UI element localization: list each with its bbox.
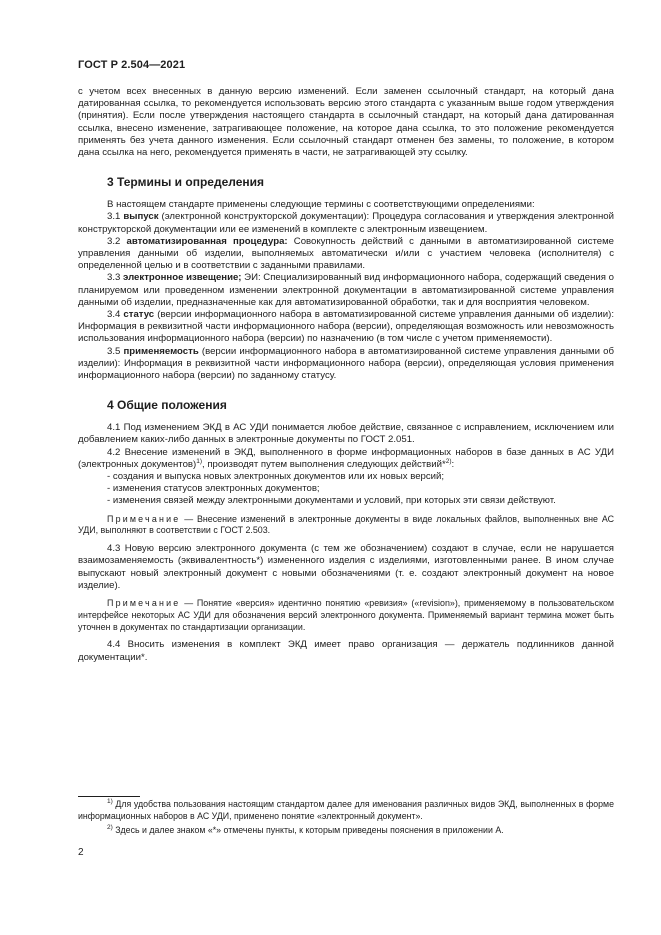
term-definition: (версии информационного набора в автоматизированной системе управления данными об изделии): Информация в реквизитной части информационного набора (версии), определяющая возможность или невозможность использования информационного набора (версии) по назначению (в том числе с учетом применяемости). [78,309,614,345]
term-number: 3.2 [107,235,121,247]
clause-4-3: 4.3 Новую версию электронного документа (с тем же обозначением) создают в случае, если не нарушается взаимозаменяемость (эквивалентность*) измененного изделия с изделиями, изготовленными ранее. В ином случае выпускают новый электронный документ с новыми обозначениями (т. е. создают электронный документ на новое изделие). [78,543,614,591]
clause-4-1: 4.1 Под изменением ЭКД в АС УДИ понимается любое действие, связанное с исправлением, исключением или добавлением каких-либо данных в электронные документы по ГОСТ 2.051. [78,422,614,446]
term-name: выпуск [123,211,159,223]
list-item: - изменения связей между электронными документами и условий, при которых эти связи действуют. [107,495,556,507]
list-item: - создания и выпуска новых электронных документов или их новых версий; [107,471,445,483]
term-definition: Совокупность действий с данными в автоматизированной системе управления данными об изделии, выполняемых автоматически и/или с участием человека (исполнителя) с определенной целью и в соответствии с заданными правилами. [78,235,614,272]
term-number: 3.3 [107,272,121,284]
footnote-mark: 1) [107,798,113,806]
term-definition: (электронной конструкторской документации): Процедура согласования и утверждения электронной конструкторской документации или ее изменений в комплекте с электронным извещением. [78,211,614,235]
note-text: — Внесение изменений в электронные документы в виде локальных файлов, выполненных вне АС УДИ, выполняют в соответствии с ГОСТ 2.503. [78,513,614,536]
clause-4-2-colon: : [451,458,455,470]
note-2 [78,598,614,633]
footnote-1 [78,799,614,822]
clause-4-2-text-cont: , производят путем выполнения следующих действий* [202,458,446,470]
footnote-divider [78,796,140,797]
term-3-5 [78,346,614,383]
term-definition: ЭИ: Специализированный вид информационного набора, содержащий сведения о планируемом или проведенном изменении электронной документации в автоматизированной системе управления данными об изделии, предназначенные как для автоматизированной обработки, так и для восприятия человеком. [78,272,614,308]
section-3-lead: В настоящем стандарте применены следующие термины с соответствующими определениями: [107,199,535,211]
page-number: 2 [78,847,84,858]
clause-4-4: 4.4 Вносить изменения в комплект ЭКД имеет право организация — держатель подлинников данной документации*. [78,639,614,663]
footnote-2 [78,825,614,837]
term-number: 3.4 [107,309,121,321]
term-name: статус [123,309,155,321]
footnote-text: Здесь и далее знаком «*» отмечены пункты, к которым приведены пояснения в приложении А. [112,825,504,836]
section-3-title: 3 Термины и определения [107,175,265,190]
note-label: Примечание [107,513,181,524]
footnote-text: Для удобства пользования настоящим стандартом далее для именования различных видов ЭКД, выполненных в форме информационных наборов в АС УДИ, применено понятие «электронный документ». [78,799,614,821]
term-3-4 [78,309,614,346]
note-text: — Понятие «версия» идентично понятию «ревизия» («revision»), применяемому в пользовательском интерфейсе некоторых АС УДИ для обозначения версий электронного документа. Применяемый вариант термина может быть уточнен в документах по стандартизации организации. [78,598,614,632]
term-number: 3.5 [107,345,121,357]
term-name: автоматизированная процедура: [126,235,288,247]
term-3-1 [78,211,614,235]
footnote-ref-2: 2) [445,457,452,465]
term-name: применяемость [123,345,199,357]
page-body [78,86,614,664]
list-item: - изменения статусов электронных документов; [107,483,320,495]
intro-continued-paragraph: с учетом всех внесенных в данную версию изменений. Если заменен ссылочный стандарт, на который дана датированная ссылка, то рекомендуется использовать версию этого стандарта с указанным выше годом утверждения (принятия). Если после утверждения настоящего стандарта в ссылочный стандарт, на который дана датированная ссылка, внесено изменение, затрагивающее положение, на которое дана ссылка, то это положение рекомендуется применять без учета данного изменения. Если ссылочный стандарт отменен без замены, то положение, в котором дана ссылка на него, рекомендуется применять в части, не затрагивающей эту ссылку. [78,86,614,159]
clause-4-2 [78,447,614,471]
standard-header: ГОСТ Р 2.504—2021 [78,59,186,71]
clause-4-2-text: 4.2 Внесение изменений в ЭКД, выполненного в форме информационных наборов в базе данных в АС УДИ (электронных документов) [78,446,614,470]
term-3-2 [78,236,614,273]
note-label: Примечание [107,598,181,609]
term-name: электронное извещение; [123,272,242,284]
note-1 [78,514,614,538]
footnote-mark: 2) [107,824,113,832]
term-3-3 [78,272,614,309]
term-definition: (версии информационного набора в автоматизированной системе управления данными об изделии): Информация в реквизитной части информационного набора (версии), определяющая условия применения информационного набора (версии) по заданному статусу. [78,345,614,382]
section-4-title: 4 Общие положения [107,398,227,413]
term-number: 3.1 [107,211,121,223]
footnote-ref-1: 1) [196,457,202,465]
footnotes [78,799,614,837]
